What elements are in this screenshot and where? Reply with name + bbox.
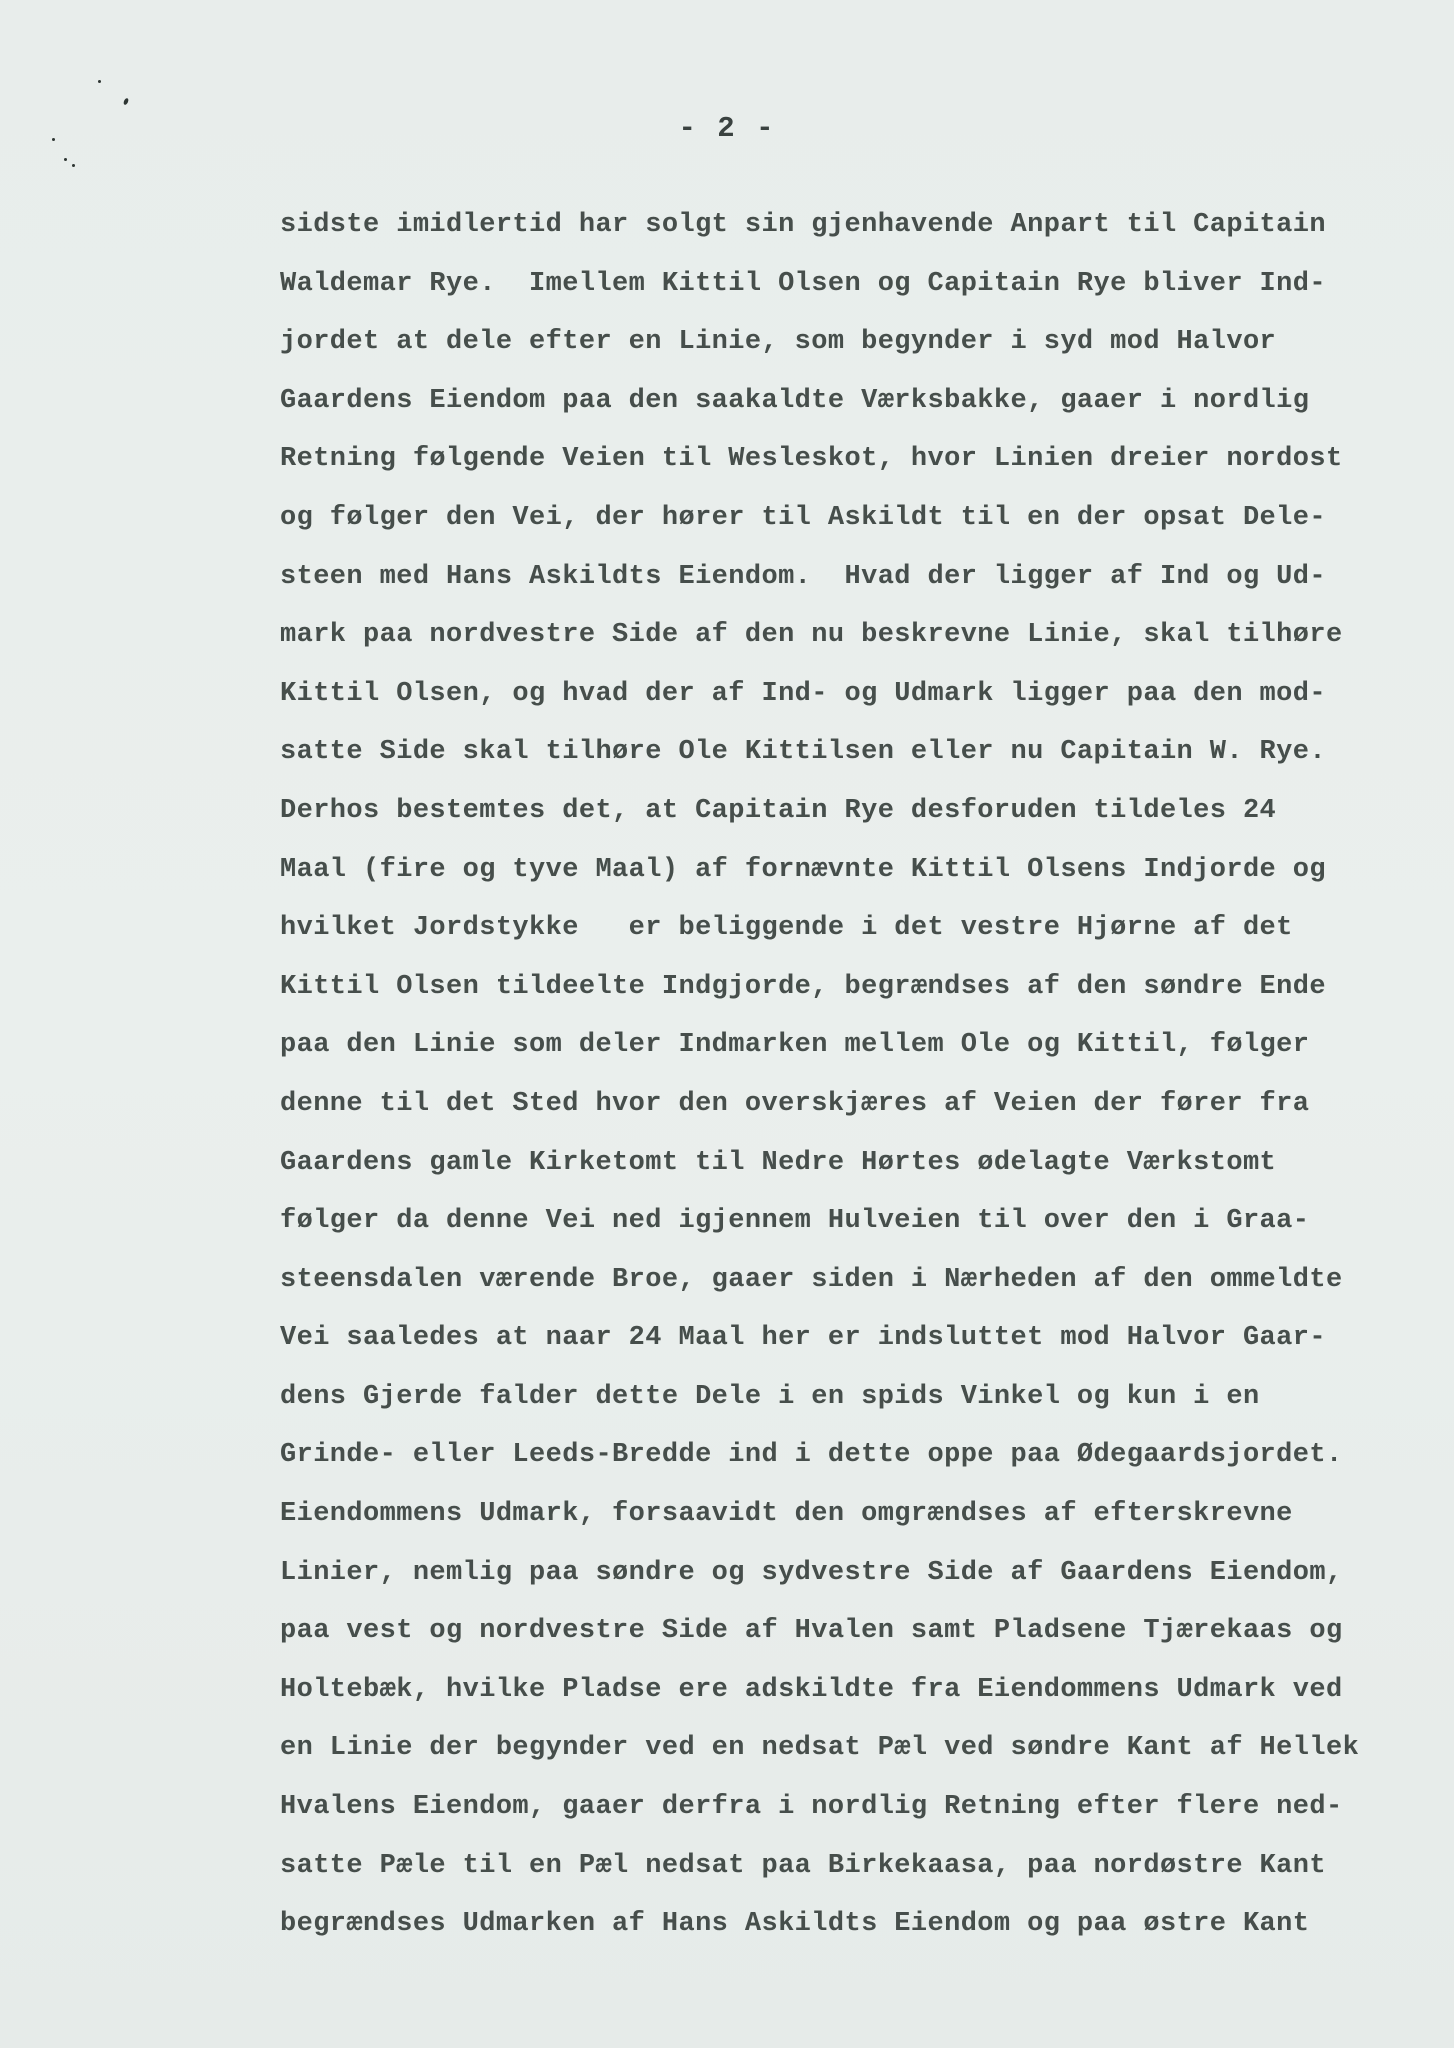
text-line: Eiendommens Udmark, forsaavidt den omgrændses af efterskrevne — [280, 1499, 1293, 1530]
text-line: en Linie der begynder ved en nedsat Pæl ved søndre Kant af Hellek — [280, 1733, 1360, 1764]
text-line: Retning følgende Veien til Wesleskot, hvor Linien dreier nordost — [280, 444, 1343, 475]
text-line: begrændses Udmarken af Hans Askildts Eiendom og paa østre Kant — [280, 1909, 1310, 1940]
text-line: steen med Hans Askildts Eiendom. Hvad der ligger af Ind og Ud- — [280, 561, 1326, 592]
text-line: Kittil Olsen tildeelte Indgjorde, begrændses af den søndre Ende — [280, 971, 1326, 1002]
text-line: Linier, nemlig paa søndre og sydvestre Side af Gaardens Eiendom, — [280, 1557, 1343, 1588]
text-line: Waldemar Rye. Imellem Kittil Olsen og Capitain Rye bliver Ind- — [280, 268, 1326, 299]
text-line: og følger den Vei, der hører til Askildt til en der opsat Dele- — [280, 502, 1326, 533]
text-line: jordet at dele efter en Linie, som begynder i syd mod Halvor — [280, 327, 1277, 358]
text-line: Holtebæk, hvilke Pladse ere adskildte fra Eiendommens Udmark ved — [280, 1674, 1343, 1705]
text-line: Gaardens Eiendom paa den saakaldte Værksbakke, gaaer i nordlig — [280, 385, 1310, 416]
text-line: denne til det Sted hvor den overskjæres af Veien der fører fra — [280, 1088, 1310, 1119]
ink-speck — [123, 97, 130, 105]
text-line: mark paa nordvestre Side af den nu beskrevne Linie, skal tilhøre — [280, 620, 1343, 651]
ink-speck — [98, 80, 101, 83]
document-body — [280, 196, 1410, 1954]
text-line: sidste imidlertid har solgt sin gjenhavende Anpart til Capitain — [280, 210, 1326, 240]
text-line: Kittil Olsen, og hvad der af Ind- og Udmark ligger paa den mod- — [280, 678, 1326, 709]
text-line: satte Pæle til en Pæl nedsat paa Birkekaasa, paa nordøstre Kant — [280, 1850, 1326, 1881]
text-line: Gaardens gamle Kirketomt til Nedre Hørtes ødelagte Værkstomt — [280, 1147, 1277, 1178]
ink-speck — [64, 158, 67, 161]
text-line: Vei saaledes at naar 24 Maal her er indsluttet mod Halvor Gaar- — [280, 1323, 1326, 1354]
text-line: dens Gjerde falder dette Dele i en spids Vinkel og kun i en — [280, 1381, 1260, 1412]
text-line: Grinde- eller Leeds-Bredde ind i dette oppe paa Ødegaardsjordet. — [280, 1440, 1343, 1471]
text-line: paa den Linie som deler Indmarken mellem Ole og Kittil, følger — [280, 1030, 1310, 1061]
page-number: - 2 - — [678, 112, 776, 145]
text-line: Derhos bestemtes det, at Capitain Rye desforuden tildeles 24 — [280, 795, 1277, 826]
text-line: hvilket Jordstykke er beliggende i det vestre Hjørne af det — [280, 913, 1293, 944]
text-line: Maal (fire og tyve Maal) af fornævnte Kittil Olsens Indjorde og — [280, 854, 1326, 885]
text-line: paa vest og nordvestre Side af Hvalen samt Pladsene Tjærekaas og — [280, 1616, 1343, 1647]
ink-speck — [72, 164, 75, 167]
text-line: Hvalens Eiendom, gaaer derfra i nordlig Retning efter flere ned- — [280, 1792, 1343, 1823]
text-line: følger da denne Vei ned igjennem Hulveien til over den i Graa- — [280, 1206, 1310, 1237]
text-line: satte Side skal tilhøre Ole Kittilsen eller nu Capitain W. Rye. — [280, 737, 1326, 768]
text-line: steensdalen værende Broe, gaaer siden i Nærheden af den ommeldte — [280, 1264, 1343, 1295]
